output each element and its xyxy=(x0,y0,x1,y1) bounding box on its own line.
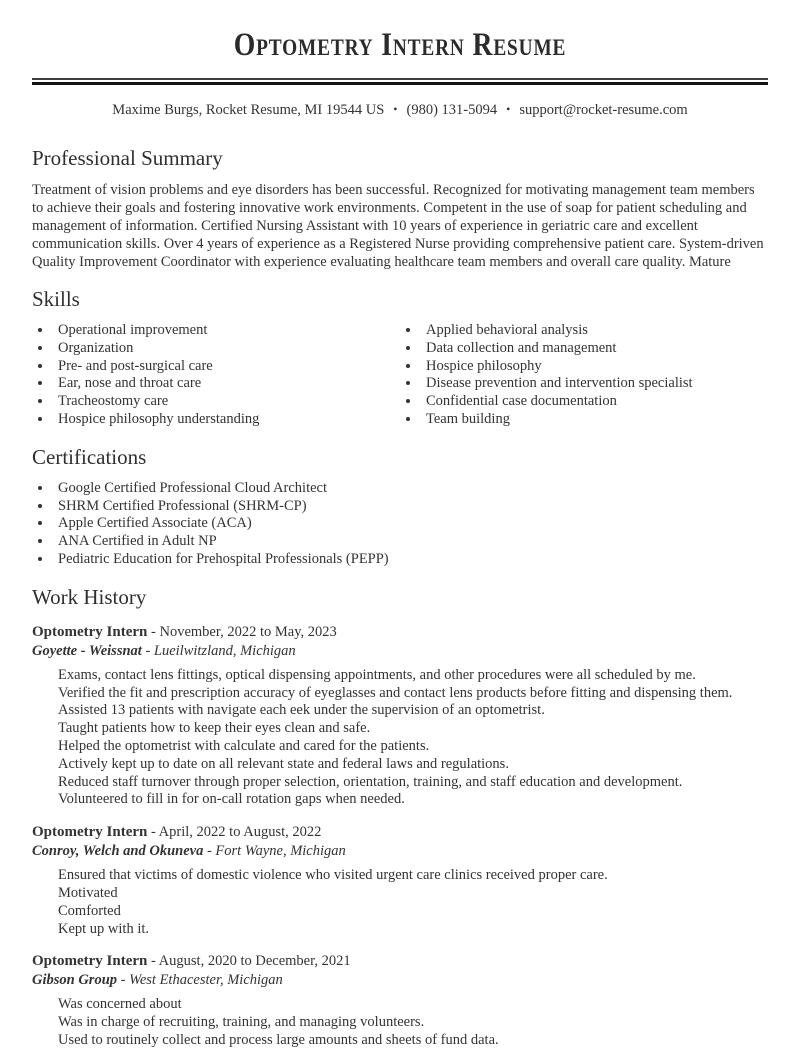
job-company: Gibson Group xyxy=(32,972,118,989)
certification-item: • Google Certified Professional Cloud Architect xyxy=(53,480,768,498)
job-company-line xyxy=(32,842,768,861)
skills-list-right xyxy=(400,322,768,429)
contact-separator-dot: • xyxy=(506,102,511,116)
skills-list-left xyxy=(32,322,400,429)
skill-item: • Ear, nose and throat care xyxy=(53,375,400,393)
job-location: - Lueilwitzland, Michigan xyxy=(141,642,296,659)
job-bullets xyxy=(32,996,768,1049)
skill-item: • Organization xyxy=(53,340,400,358)
skill-item: • Disease prevention and intervention specialist xyxy=(421,375,768,393)
certification-item: • ANA Certified in Adult NP xyxy=(53,533,768,551)
job-entry xyxy=(32,823,768,938)
section-heading-work-history: Work History xyxy=(32,584,147,609)
job-entry xyxy=(32,623,768,809)
contact-phone: (980) 131-5094 xyxy=(406,102,498,118)
job-bullet: • Used to routinely collect and process large amounts and sheets of fund data. xyxy=(53,1032,768,1050)
professional-summary-text: Treatment of vision problems and eye disorders has been successful. Recognized for motivating management team members to achieve their goals and fostering innovative work environments. Competent in the use of soap for patient scheduling and management of information. Certified Nursing Assistant with 10 years of experience in geriatric care and excellent communication skills. Over 4 years of experience as a Registered Nurse providing comprehensive patient care. System-driven Quality Improvement Coordinator with experience evaluating healthcare team members and overall care quality. Mature xyxy=(32,182,764,270)
job-dates: - November, 2022 to May, 2023 xyxy=(147,623,337,640)
skill-item: • Hospice philosophy understanding xyxy=(53,411,400,429)
divider-bottom-line xyxy=(32,82,768,85)
skill-item: • Pre- and post-surgical care xyxy=(53,358,400,376)
job-title: Optometry Intern xyxy=(32,623,148,640)
certification-item: • Apple Certified Associate (ACA) xyxy=(53,515,768,533)
job-title-line xyxy=(32,623,768,642)
resume-page xyxy=(0,26,800,1050)
job-bullet: • Verified the fit and prescription accuracy of eyeglasses and contact lens products before fitting and dispensing them. xyxy=(53,685,768,703)
job-dates: - April, 2022 to August, 2022 xyxy=(147,824,322,841)
contact-line xyxy=(32,100,768,120)
section-heading-certifications: Certifications xyxy=(32,444,147,469)
job-bullet: • Kept up with it. xyxy=(53,921,768,939)
job-company-line xyxy=(32,642,768,661)
job-location: - Fort Wayne, Michigan xyxy=(203,843,346,860)
job-company: Conroy, Welch and Okuneva xyxy=(32,843,204,860)
page-title: Optometry Intern Resume xyxy=(233,27,567,63)
job-bullet: • Assisted 13 patients with navigate each eek under the supervision of an optometrist. xyxy=(53,702,768,720)
certification-item: • Pediatric Education for Prehospital Professionals (PEPP) xyxy=(53,551,768,569)
job-company-line xyxy=(32,971,768,990)
job-entry xyxy=(32,952,768,1049)
job-bullet: • Motivated xyxy=(53,885,768,903)
job-company: Goyette - Weissnat xyxy=(32,642,142,659)
job-title: Optometry Intern xyxy=(32,824,148,841)
skill-item: • Applied behavioral analysis xyxy=(421,322,768,340)
job-bullet: • Exams, contact lens fittings, optical dispensing appointments, and other procedures were all scheduled by me. xyxy=(53,667,768,685)
job-bullet: • Reduced staff turnover through proper selection, orientation, training, and staff education and development. xyxy=(53,774,768,792)
job-dates: - August, 2020 to December, 2021 xyxy=(147,953,351,970)
job-bullets xyxy=(32,667,768,809)
job-bullet: • Comforted xyxy=(53,903,768,921)
section-professional-summary xyxy=(32,147,768,271)
job-bullet: • Taught patients how to keep their eyes clean and safe. xyxy=(53,720,768,738)
certification-item: • SHRM Certified Professional (SHRM-CP) xyxy=(53,498,768,516)
work-history-jobs xyxy=(32,623,768,1050)
skill-item: • Confidential case documentation xyxy=(421,393,768,411)
job-bullet: • Helped the optometrist with calculate and cared for the patients. xyxy=(53,738,768,756)
skill-item: • Data collection and management xyxy=(421,340,768,358)
section-work-history xyxy=(32,586,768,1050)
job-title-line xyxy=(32,952,768,971)
job-location: - West Ethacester, Michigan xyxy=(117,972,283,989)
certifications-list xyxy=(32,480,768,569)
job-bullet: • Ensured that victims of domestic violence who visited urgent care clinics received proper care. xyxy=(53,867,768,885)
section-heading-skills: Skills xyxy=(32,287,80,311)
job-title-line xyxy=(32,823,768,842)
job-bullet: • Volunteered to fill in for on-call rotation gaps when needed. xyxy=(53,791,768,809)
job-bullet: • Was in charge of recruiting, training, and managing volunteers. xyxy=(53,1014,768,1032)
skill-item: • Tracheostomy care xyxy=(53,393,400,411)
job-bullet: • Actively kept up to date on all relevant state and federal laws and regulations. xyxy=(53,756,768,774)
job-bullets xyxy=(32,867,768,938)
skill-item: • Hospice philosophy xyxy=(421,358,768,376)
skill-item: • Operational improvement xyxy=(53,322,400,340)
contact-email: support@rocket-resume.com xyxy=(519,102,688,118)
section-heading-professional-summary: Professional Summary xyxy=(32,146,223,170)
section-certifications xyxy=(32,446,768,569)
skill-item: • Team building xyxy=(421,411,768,429)
double-rule-divider xyxy=(32,78,768,85)
contact-name-address: Maxime Burgs, Rocket Resume, MI 19544 US xyxy=(112,102,385,118)
skills-columns xyxy=(32,322,768,429)
section-skills xyxy=(32,288,768,429)
job-title: Optometry Intern xyxy=(32,953,148,970)
contact-separator-dot: • xyxy=(393,102,398,116)
job-bullet: • Was concerned about xyxy=(53,996,768,1014)
